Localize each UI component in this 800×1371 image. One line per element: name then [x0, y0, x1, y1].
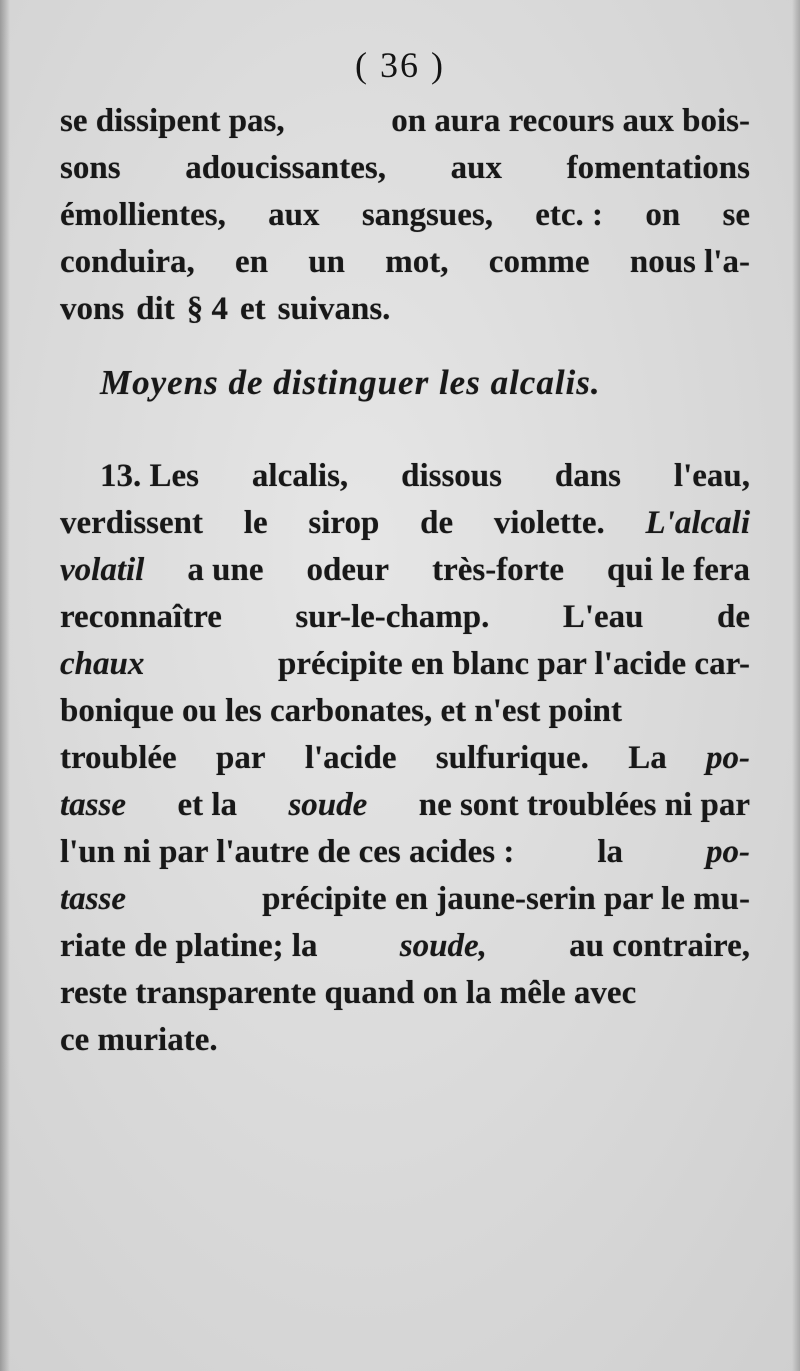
text-word: précipite en blanc par l'acide car- — [277, 646, 750, 682]
text-word: un — [308, 244, 346, 280]
text-word: aux — [268, 197, 320, 233]
text-word: violette. — [493, 505, 605, 541]
italic-term: po- — [706, 740, 750, 776]
text-word: nous l'a- — [629, 244, 750, 280]
text-line — [60, 876, 750, 923]
text-word: qui le fera — [607, 552, 750, 588]
text-word: L'eau — [562, 599, 644, 635]
italic-term: tasse — [60, 787, 126, 823]
text-word: sons — [60, 150, 121, 186]
italic-term: tasse — [60, 881, 126, 917]
italic-term: soude — [288, 787, 368, 823]
text-word: sirop — [308, 505, 380, 541]
page-edge-left — [0, 0, 10, 1371]
section-heading: Moyens de distinguer les alcalis. — [100, 363, 601, 402]
text-word: l'un ni par l'autre de ces acides : — [60, 834, 515, 870]
text-word: suivans. — [277, 291, 391, 327]
text-word: et la — [177, 787, 237, 823]
text-word: on aura recours aux bois- — [391, 103, 750, 139]
text-word: on — [645, 197, 681, 233]
text-word: riate de platine; la — [60, 928, 318, 964]
italic-term: po- — [706, 834, 750, 870]
text-line — [60, 500, 750, 547]
text-word: la — [597, 834, 624, 870]
text-word: dissous — [401, 458, 502, 494]
text-line — [60, 970, 750, 1017]
text-word: comme — [488, 244, 590, 280]
text-line — [60, 453, 750, 500]
text-word: se dissipent pas, — [60, 103, 285, 139]
italic-term: soude, — [399, 928, 487, 964]
text-line — [60, 239, 750, 286]
text-word: dans — [554, 458, 621, 494]
text-word: l'acide — [304, 740, 397, 776]
text-word: en — [235, 244, 269, 280]
text-word: au contraire, — [569, 928, 750, 964]
text-word: troublée — [60, 740, 177, 776]
italic-term: L'alcali — [645, 505, 750, 541]
text-word: sangsues, — [361, 197, 493, 233]
italic-term: volatil — [60, 552, 145, 588]
text-word: par — [216, 740, 266, 776]
page-number: ( 36 ) — [355, 45, 445, 85]
text-line — [60, 192, 750, 239]
text-line — [60, 145, 750, 192]
text-word: de — [716, 599, 750, 635]
text-line — [60, 547, 750, 594]
text-word: conduira, — [60, 244, 195, 280]
text-line — [60, 286, 750, 333]
text-word: reconnaître — [60, 599, 222, 635]
text-word: aux — [450, 150, 503, 186]
text-word: l'eau, — [673, 458, 750, 494]
text-word: a une — [187, 552, 264, 588]
text-line — [60, 782, 750, 829]
text-word: sur-le-champ. — [295, 599, 490, 635]
text-line — [60, 594, 750, 641]
text-line — [60, 688, 750, 735]
text-word: le — [243, 505, 268, 541]
text-word: et — [239, 291, 266, 327]
bleed-through-text — [60, 1040, 750, 1340]
text-word: etc. : — [535, 197, 604, 233]
text-word: La — [628, 740, 667, 776]
text-word: odeur — [306, 552, 390, 588]
text-word: de — [420, 505, 454, 541]
text-word: bonique ou les carbonates, et n'est point — [60, 693, 622, 729]
text-word: sulfurique. — [435, 740, 589, 776]
text-word: très-forte — [432, 552, 564, 588]
text-line — [60, 735, 750, 782]
italic-term: chaux — [60, 646, 145, 682]
text-line — [60, 1017, 750, 1064]
text-word: adoucissantes, — [185, 150, 386, 186]
text-word: verdissent — [60, 505, 203, 541]
text-line — [60, 98, 750, 145]
text-word: vons — [60, 291, 125, 327]
text-line — [60, 829, 750, 876]
text-word: se — [722, 197, 750, 233]
paragraph-section-13 — [60, 453, 750, 1064]
text-line — [60, 923, 750, 970]
text-word: 13. Les — [100, 458, 199, 494]
text-word: reste transparente quand on la mêle avec — [60, 975, 637, 1011]
text-word: dit — [136, 291, 175, 327]
text-word: mot, — [385, 244, 449, 280]
text-word: ne sont troublées ni par — [418, 787, 750, 823]
text-line — [60, 641, 750, 688]
text-word: fomentations — [566, 150, 750, 186]
page-edge-right — [792, 0, 800, 1371]
text-word: § 4 — [186, 291, 228, 327]
text-word: ce muriate. — [60, 1022, 218, 1058]
text-word: précipite en jaune-serin par le mu- — [262, 881, 750, 917]
text-word: alcalis, — [251, 458, 349, 494]
paragraph-continuation — [60, 98, 750, 333]
text-word: émollientes, — [60, 197, 226, 233]
